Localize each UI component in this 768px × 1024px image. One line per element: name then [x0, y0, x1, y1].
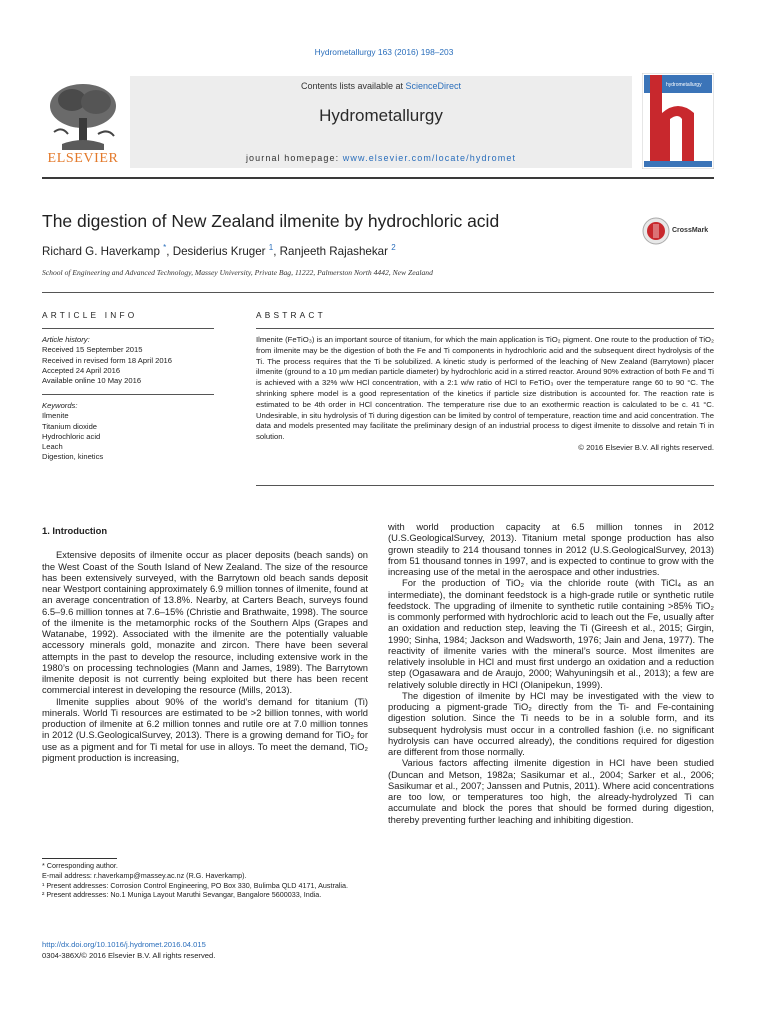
footnote: * Corresponding author. [42, 861, 118, 870]
contents-prefix: Contents lists available at [300, 81, 406, 91]
footnote-rule [42, 858, 117, 859]
keywords-rule [42, 394, 214, 395]
doi-link[interactable]: http://dx.doi.org/10.1016/j.hydromet.2016.04.015 [42, 940, 206, 949]
author-list: Richard G. Haverkamp *, Desiderius Kruger $^1$, Ranjeeth Rajashekar $^2$ [42, 243, 396, 258]
homepage-link[interactable]: www.elsevier.com/locate/hydromet [342, 153, 517, 163]
author-mark[interactable]: 2 [391, 243, 396, 252]
author-name[interactable]: Desiderius Kruger [172, 244, 266, 258]
history-item: Available online 10 May 2016 [42, 376, 142, 386]
sciencedirect-link[interactable]: ScienceDirect [405, 81, 462, 91]
journal-name: Hydrometallurgy [319, 106, 443, 125]
journal-masthead [130, 76, 632, 168]
body-paragraph: with world production capacity at 6.5 million tonnes in 2012 (U.S.GeologicalSurvey, 2013). Titanium metal sponge production has also grown steadily to 214 thousand tonnes in 2012 (U.S.GeologicalSurvey, 2013) from 51 thousand tonnes in 1997, and is expected to continue to grow with the increasing use of the metal in the aerospace and other industries. [388, 521, 714, 577]
abstract-heading: ABSTRACT [256, 310, 326, 320]
body-column-left [42, 521, 368, 763]
homepage-prefix: journal homepage: [245, 153, 343, 163]
keyword: Hydrochloric acid [42, 431, 101, 441]
article-history [42, 335, 172, 386]
body-paragraph: Various factors affecting ilmenite digestion in HCl have been studied (Duncan and Metson, 1982a; Sasikumar et al., 2004; Sarker et al., 2006; Sasikumar et al., 2007; Janssen and Putnis, 2011). Where acid concentrations are too low, or temperatures too high, the already-hydrolyzed Ti can accumulate and block the pores that should be formed during digestion, thereby preventing further leaching and inhibiting digestion. [388, 757, 714, 825]
journal-cover-thumbnail[interactable] [642, 73, 714, 169]
footnote: ² Present addresses: No.1 Muniga Layout Maruthi Sevangar, Bangalore 5600033, India. [42, 890, 322, 900]
abstract-rule-bottom [256, 485, 714, 486]
history-item: Received in revised form 18 April 2016 [42, 355, 173, 365]
history-item: Received 15 September 2015 [42, 345, 143, 355]
author-name[interactable]: Ranjeeth Rajashekar [279, 244, 388, 258]
author-mark[interactable]: 1 [268, 243, 274, 252]
author-mark[interactable]: * [163, 243, 167, 252]
keywords [42, 401, 103, 463]
contents-line [130, 81, 632, 91]
body-paragraph: The digestion of ilmenite by HCl may be investigated with the view to producing a pigment-grade TiO₂ directly from the Ti- and Fe-containing digestion solution. Since the Ti needs to be in a soluble form, and its subsequent hydrolysis must occur in a controlled fashion (i.e. no significant hydrolysis can have occurred already), the conditions required for digestion are different from those normally. [388, 689, 714, 757]
history-label: Article history: [42, 335, 90, 344]
issn-line: 0304-386X/© 2016 Elsevier B.V. All rights reserved. [42, 950, 216, 960]
article-title: The digestion of New Zealand ilmenite by hydrochloric acid [42, 211, 500, 231]
elsevier-wordmark: ELSEVIER [47, 151, 119, 166]
abstract-rule-top [256, 328, 714, 329]
body-paragraph: For the production of TiO₂ via the chloride route (with TiCl₄ as an intermediate), the dominant feedstock is a high-grade rutile or synthetic rutile feedstock. The upgrading of ilmenite to synthetic rutile containing >85% TiO₂ is commonly performed with hydrochloric acid to leach out the Fe, usually after an oxidation and reduction step, leaving the Ti (Gireesh et al., 2015; Girgin, 1990; Sinha, 1984; Jackson and Wadsworth, 1976; Jain and Jena, 1977). The reactivity of ilmenite varies with the mineral’s source. Most ilmenites are relatively insoluble in HCl and must first undergo an oxidation and a reduction step (Ogasawara and de Araujo, 2000; Wahyuningsih et al., 2013); a few are relatively soluble directly in HCl (Olanipekun, 1999). [388, 577, 714, 690]
abstract [256, 335, 714, 454]
section-heading-introduction: 1. Introduction [42, 525, 108, 536]
abstract-text: Ilmenite (FeTiO₃) is an important source of titanium, for which the main application is TiO₂ pigment. One route to the production of TiO₂ from ilmenite may be the digestion of both the Fe and Ti components in hydrochloric acid and the subsequent direct hydrolysis of the Ti. The process requires that the Ti be solubilized. A kinetic study is performed of the leaching of New Zealand (Barrytown) placer ilmenite (ground to a 10 μm median particle diameter) by hydrochloric acid in a stirred reactor. Around 90% extraction of both Fe and Ti is achieved with a 32% w/w HCl concentration, with a 2:1 w/w ratio of HCl to FeTiO₃ over the temperature range 60 to 90 °C. The shrinking sphere model is a good representation of the kinetics if particle size distribution is accounted for. The reaction rate is estimated to be 4th order in HCl concentration. The temperature rise due to an exothermic reaction is calculated to be c. 41 °C. Undesirable, in situ hydrolysis of Ti during digestion can be limited by control of temperature, reaction time and acid concentration. The data and models presented may facilitate the preliminary design of an industrial process to digest ilmenite to dissolve and retain Ti in solution. [256, 335, 714, 442]
footnote-email[interactable]: E-mail address: r.haverkamp@massey.ac.nz (R.G. Haverkamp). [42, 870, 247, 880]
article-info-heading: ARTICLE INFO [42, 310, 138, 320]
publication-meta [42, 940, 215, 961]
journal-reference[interactable]: Hydrometallurgy 163 (2016) 198–203 [314, 47, 454, 57]
article-info-rule [42, 328, 214, 329]
history-item: Accepted 24 April 2016 [42, 365, 121, 375]
body-paragraph: Extensive deposits of ilmenite occur as placer deposits (beach sands) on the West Coast of the South Island of New Zealand. The size of the resource has been extensively surveyed, with the Barrytown old beach sands deposit near Westport containing approximately 6.9 million tonnes of ilmenite, found at an average concentration of 13.8%. Nearby, at Carters Beach, surveys found 6.5–9.6 million tonnes at 7.6–15% (Christie and Brathwaite, 1998). The source of the ilmenite is the metamorphic rocks of the Southern Alps (Grapes and Watanabe, 1992). Associated with the ilmenite are the potentially valuable accessory minerals gold, monazite and zircon. There have been several attempts in the past to develop the resource, including extensive work in the 1980’s on processing technologies (Mann and James, 1989). The Barrytown ilmenite deposit is not currently being exploited but there has been recent commercial interest in developing the resource (Mills, 2013). [42, 549, 368, 696]
footnotes [42, 861, 372, 900]
body-paragraph: Ilmenite supplies about 90% of the world’s demand for titanium (Ti) minerals. World Ti resources are estimated to be >2 billion tonnes, with world production of ilmenite at 6.2 million tonnes and rutile ore at 7.0 million tonnes in 2012 (U.S.GeologicalSurvey, 2013). There is a growing demand for TiO₂ for use as a pigment and for Ti metal for use in alloys. To meet the demand, TiO₂ pigment production is increasing, [42, 695, 368, 763]
keyword: Ilmenite [42, 411, 69, 421]
journal-homepage [130, 153, 632, 163]
keyword: Leach [42, 442, 63, 452]
keyword: Titanium dioxide [42, 421, 98, 431]
abstract-copyright: © 2016 Elsevier B.V. All rights reserved. [578, 442, 714, 452]
header-divider [42, 292, 714, 293]
cover-label: hydrometallurgy [666, 82, 702, 88]
keyword: Digestion, kinetics [42, 452, 104, 462]
keywords-label: Keywords: [42, 401, 78, 410]
author-name[interactable]: Richard G. Haverkamp [42, 244, 160, 258]
affiliation: School of Engineering and Advanced Technology, Massey University, Private Bag, 11222, Palmerston North 4442, New Zealand [42, 268, 433, 277]
masthead-rule [42, 177, 714, 179]
footnote: ¹ Present addresses: Corrosion Control Engineering, PO Box 330, Bulimba QLD 4171, Australia. [42, 880, 349, 890]
crossmark-label: CrossMark [672, 227, 709, 234]
body-column-right [388, 521, 714, 825]
